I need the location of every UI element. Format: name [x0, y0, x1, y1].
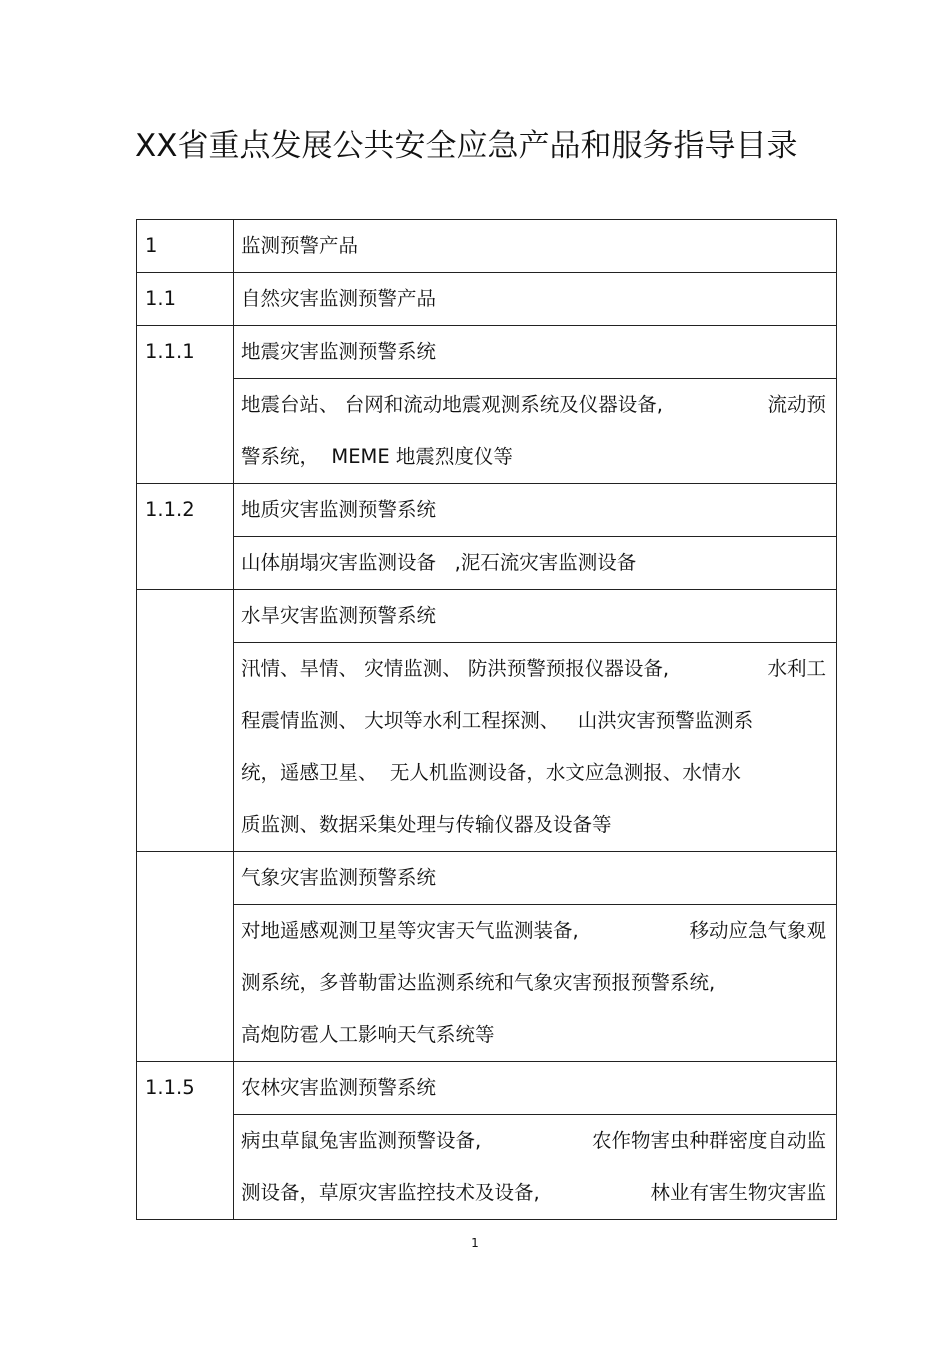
table-row — [137, 590, 837, 643]
detail-text: 测设备，草原灾害监控技术及设备, — [241, 1181, 540, 1204]
detail-text: 移动应急气象观 — [689, 919, 826, 942]
item-detail — [234, 643, 837, 852]
item-detail: 山体崩塌灾害监测设备 ,泥石流灾害监测设备 — [234, 537, 837, 590]
item-heading: 地质灾害监测预警系统 — [234, 484, 837, 537]
detail-text: 质监测、数据采集处理与传输仪器及设备等 — [241, 813, 612, 836]
detail-text: 统，遥感卫星、 无人机监测设备，水文应急测报、水情水 — [241, 761, 741, 784]
detail-text: 汛情、旱情、 灾情监测、 防洪预警预报仪器设备, — [241, 657, 670, 680]
item-heading: 地震灾害监测预警系统 — [234, 326, 837, 379]
table-row — [137, 643, 837, 852]
table-row — [137, 537, 837, 590]
item-number — [137, 590, 234, 852]
item-number: 1.1.5 — [137, 1062, 234, 1220]
item-heading: 水旱灾害监测预警系统 — [234, 590, 837, 643]
table-row — [137, 484, 837, 537]
item-number: 1.1.1 — [137, 326, 234, 484]
page-number: 1 — [471, 1236, 479, 1250]
detail-text: 农作物害虫种群密度自动监 — [591, 1129, 826, 1152]
detail-text: 水利工 — [767, 657, 826, 680]
item-number: 1 — [137, 220, 234, 273]
item-number: 1.1 — [137, 273, 234, 326]
detail-text: 对地遥感观测卫星等灾害天气监测装备, — [241, 919, 579, 942]
detail-text: 测系统，多普勒雷达监测系统和气象灾害预报预警系统, — [241, 971, 716, 994]
item-heading: 监测预警产品 — [234, 220, 837, 273]
table-row — [137, 905, 837, 1062]
detail-text: 程震情监测、 大坝等水利工程探测、 山洪灾害预警监测系 — [241, 709, 754, 732]
table-row — [137, 220, 837, 273]
item-heading: 农林灾害监测预警系统 — [234, 1062, 837, 1115]
document-title: XX省重点发展公共安全应急产品和服务指导目录 — [135, 128, 798, 164]
detail-text: 高炮防雹人工影响天气系统等 — [241, 1023, 495, 1046]
detail-text: 流动预 — [767, 393, 826, 416]
table-row — [137, 273, 837, 326]
item-number: 1.1.2 — [137, 484, 234, 590]
detail-text: 病虫草鼠兔害监测预警设备, — [241, 1129, 482, 1152]
item-number — [137, 852, 234, 1062]
detail-text: 地震台站、 台网和流动地震观测系统及仪器设备, — [241, 393, 663, 416]
table-row — [137, 379, 837, 484]
item-detail — [234, 905, 837, 1062]
table-row — [137, 852, 837, 905]
item-detail — [234, 379, 837, 484]
table-row — [137, 1062, 837, 1115]
catalog-table — [136, 219, 837, 1220]
item-heading: 自然灾害监测预警产品 — [234, 273, 837, 326]
table-row — [137, 326, 837, 379]
table-row — [137, 1115, 837, 1220]
item-heading: 气象灾害监测预警系统 — [234, 852, 837, 905]
detail-text: 警系统， MEME 地震烈度仪等 — [241, 445, 513, 468]
item-detail — [234, 1115, 837, 1220]
detail-text: 林业有害生物灾害监 — [650, 1181, 826, 1204]
